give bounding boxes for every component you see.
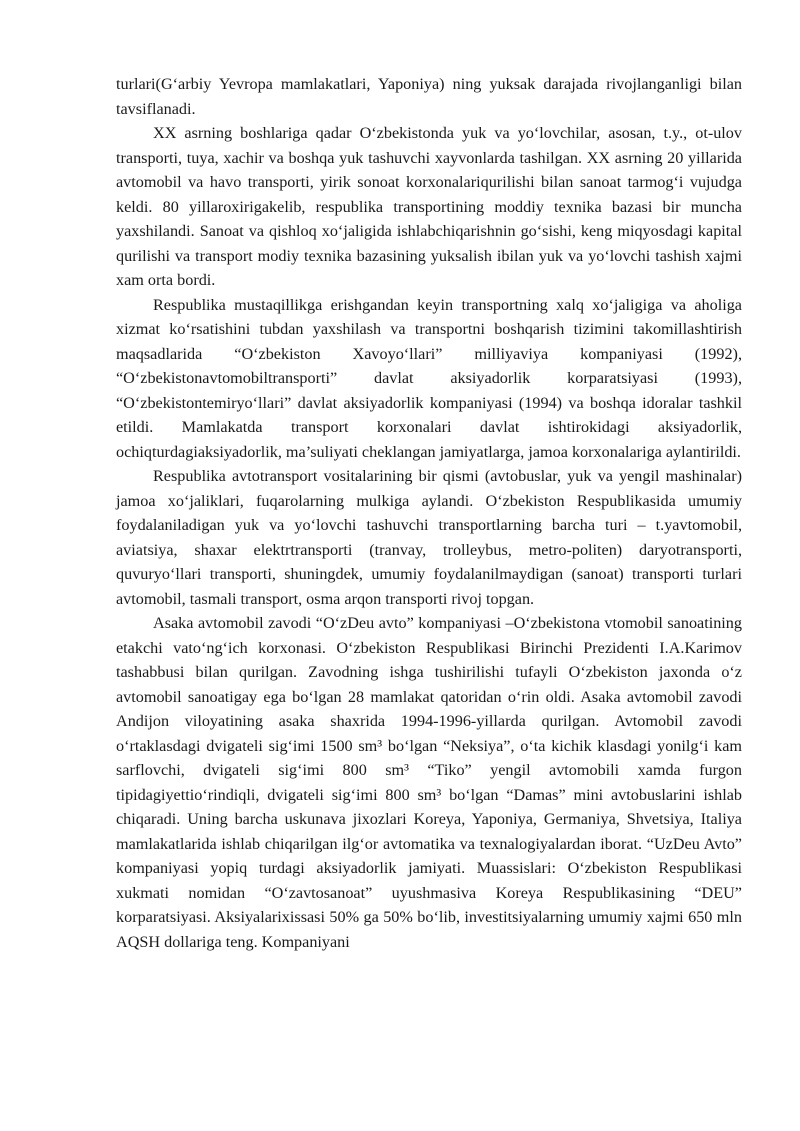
- paragraph-independence-reforms: Respublika mustaqillikga erishgandan keyin transportning xalq xo‘jaligiga va aholiga xizmat ko‘rsatishini tubdan yaxshilash va transportni boshqarish tizimini takomillashtirish maqsadlarida “O‘zbekiston Xavoyo‘llari” milliyaviya kompaniyasi (1992), “O‘zbekistonavtomobiltransporti” davlat aksiyadorlik korparatsiyasi (1993), “O‘zbekistontemiryo‘llari” davlat aksiyadorlik kompaniyasi (1994) va boshqa idoralar tashkil etildi. Mamlakatda transport korxonalari davlat ishtirokidagi aksiyadorlik, ochiqturdagiaksiyadorlik, ma’suliyati cheklangan jamiyatlarga, jamoa korxonalariga aylantirildi.: [116, 295, 742, 461]
- paragraph-transport-history: XX asrning boshlariga qadar O‘zbekistonda yuk va yo‘lovchilar, asosan, t.y., ot-ulov transporti, tuya, xachir va boshqa yuk tashuvchi xayvonlarda tashilgan. XX asrning 20 yillarida avtomobil va havo transporti, yirik sonoat korxonalariqurilishi bilan sanoat tarmog‘i vujudga keldi. 80 yillaroxirigakelib, respublika transportining moddiy texnika bazasi bir muncha yaxshilandi. Sanoat va qishloq xo‘jaligida ishlabchiqarishnin go‘sishi, keng miqyosdagi kapital qurilishi va transport modiy texnika bazasining yuksalish ibilan yuk va yo‘lovchi tashish xajmi xam orta bordi.: [116, 124, 742, 289]
- paragraph-asaka-plant: Asaka avtomobil zavodi “O‘zDeu avto” kompaniyasi –O‘zbekistona vtomobil sanoatining etakchi vato‘ng‘ich korxonasi. O‘zbekiston Respublikasi Birinchi Prezidenti I.A.Karimov tashabbusi bilan qurilgan. Zavodning ishga tushirilishi tufayli O‘zbekiston jaxonda o‘z avtomobil sanoatigay ega bo‘lgan 28 mamlakat qatoridan o‘rin oldi. Asaka avtomobil zavodi Andijon viloyatining asaka shaxrida 1994-1996-yillarda qurilgan. Avtomobil zavodi o‘rtaklasdagi dvigateli sig‘imi 1500 sm³ bo‘lgan “Neksiya”, o‘ta kichik klasdagi yonilg‘i kam sarflovchi, dvigateli sig‘imi 800 sm³ “Tiko” yengil avtomobili xamda furgon tipidagiyettio‘rindiqli, dvigateli sig‘imi 800 sm³ bo‘lgan “Damas” mini avtobuslarini ishlab chiqaradi. Uning barcha uskunava jixozlari Koreya, Yaponiya, Germaniya, Shvetsiya, Italiya mamlakatlarida ishlab chiqarilgan ilg‘or avtomatika va texnalogiyalardan iborat. “UzDeu Avto” kompaniyasi yopiq turdagi aksiyadorlik jamiyati. Muassislari: O‘zbekiston Respublikasi xukmati nomidan “O‘zavtosanoat” uyushmasiva Koreya Respublikasining “DEU” korparatsiyasi. Aksiyalarixissasi 50% ga 50% bo‘lib, investitsiyalarning umumiy xajmi 650 mln AQSH dollariga teng. Kompaniyani: [116, 614, 742, 951]
- paragraph-transport-types: Respublika avtotransport vositalarining bir qismi (avtobuslar, yuk va yengil mashinalar) jamoa xo‘jaliklari, fuqarolarning mulkiga aylandi. O‘zbekiston Respublikasida umumiy foydalaniladigan yuk va yo‘lovchi tashuvchi transportlarning barcha turi – t.yavtomobil, aviatsiya, shaxar elektrtransporti (tranvay, trolleybus, metro-politen) daryotransporti, quvuryo‘llari transporti, shuningdek, umumiy foydalanilmaydigan (sanoat) transporti turlari avtomobil, tasmali transport, osma arqon transporti rivoj topgan.: [116, 467, 742, 608]
- document-page: [116, 72, 742, 954]
- paragraph-continuation: turlari(G‘arbiy Yevropa mamlakatlari, Yaponiya) ning yuksak darajada rivojlanganligi bilan tavsiflanadi.: [116, 75, 742, 118]
